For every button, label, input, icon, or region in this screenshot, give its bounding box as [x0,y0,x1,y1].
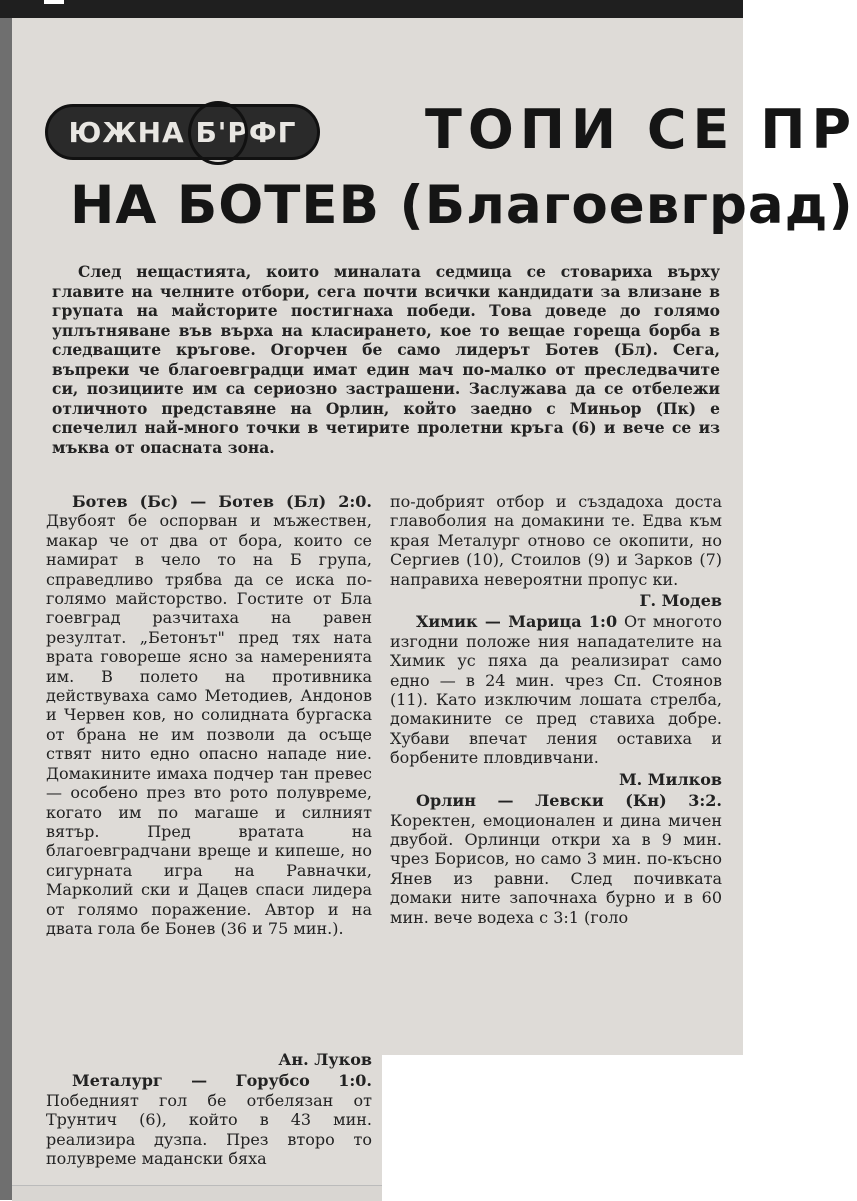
section-logo [45,104,320,160]
match-report [46,492,372,938]
top-bar-marker [44,0,64,4]
match-title: Металург — Горубсо 1:0. [72,1071,372,1091]
lead-paragraph [52,262,720,457]
column-left-bottom [46,1048,372,1168]
match-report [390,791,722,927]
match-body: Коректен, емоционален и дина мичен двубой. Орлинци откри ха в 9 мин. чрез Борисов, но само 3 мин. по-късно Янев из равни. След почивката домаки ните започнаха бурно и в 60 мин. вече водеха с 3:1 (голо [390,810,722,927]
match-title: Орлин — Левски (Кн) 3:2. [416,791,722,811]
column-left [46,492,372,938]
column-right [390,492,722,927]
blank-area [382,1055,743,1200]
author-signature: М. Милков [618,769,722,789]
ball-icon [188,101,248,165]
match-body: Победният гол бе отбелязан от Трунтич (6), който в 43 мин. реализира дузпа. През второ то полувреме мадански бяха [46,1090,372,1169]
headline-line-1: ТОПИ СЕ ПР [425,98,857,161]
match-title: Ботев (Бс) — Ботев (Бл) 2:0. [72,492,372,511]
author-signature: Г. Модев [639,591,722,611]
match-title: Химик — Марица 1:0 [416,612,618,632]
match-body-continued: по-добрият отбор и създадоха доста главоболия на домакини те. Едва към края Металург отново се окопити, но Сергиев (10), Стоилов (9) и Зарков (7) направиха невероятни пропус ки. [390,492,722,589]
match-report [390,612,722,767]
author-signature: Ан. Луков [278,1050,372,1069]
bottom-edge [12,1185,382,1201]
match-body: Двубоят бе оспорван и мъжествен, макар че от два от бора, които се намират в чело то на Б група, справедливо трябва да се иска по-голямо майсторство. Гостите от Бла гоевград разчитаха на равен резултат. „Бетонът" пред тях ната врата говореше ясно за намеренията им. В полето на противника действуваха само Методиев, Андонов и Червен ков, но солидната бургаска от брана не им позволи да осъще ствят нито едно опасно нападе ние. Домакините имаха подчер тан превес — особено през вто рото полувреме, когато им по магаше и силният вятър. Пред вратата на благоевградчани врещe и кипеше, но сигурната игра на Равначки, Марколий ски и Дацев спаси лидера от голямо поражение. Автор и на двата гола бе Бонев (36 и 75 мин.). [46,511,372,938]
section-logo-text: ЮЖНА Б'РФГ [68,115,297,149]
left-scroll-edge [0,18,12,1200]
lead-text: След нещастията, които миналата седмица се стовариха върху главите на челните отбори, сега почти всички кандидати за влизане в групата на майсторите постигнаха победи. Това доведе до голямо уплътняване във върха на класирането, кое то вещае гореща борба в следващите кръгове. Огорчен бе само лидерът Ботев (Бл). Сега, въпреки че благоевградци имат един мач по-малко от преследвачите си, позициите им са сериозно застрашени. Заслужава да се отбележи отличното представяне на Орлин, който заедно с Миньор (Пк) е спечелил най-много точки в четирите пролетни кръга (6) и вече се из мъква от опасната зона. [52,262,720,457]
headline-line-2: НА БОТЕВ (Благоевград) [70,175,854,236]
top-bar [0,0,743,18]
match-body: От многото изгодни положе ния нападателите на Химик ус пяха да реализират само едно — в 24 мин. чрез Сп. Стоянов (11). Като изключим лошата стрелба, домакините се пред ставиха добре. Хубави впечат ления оставиха и борбените пловдивчани. [390,612,723,768]
match-report [46,1071,372,1168]
